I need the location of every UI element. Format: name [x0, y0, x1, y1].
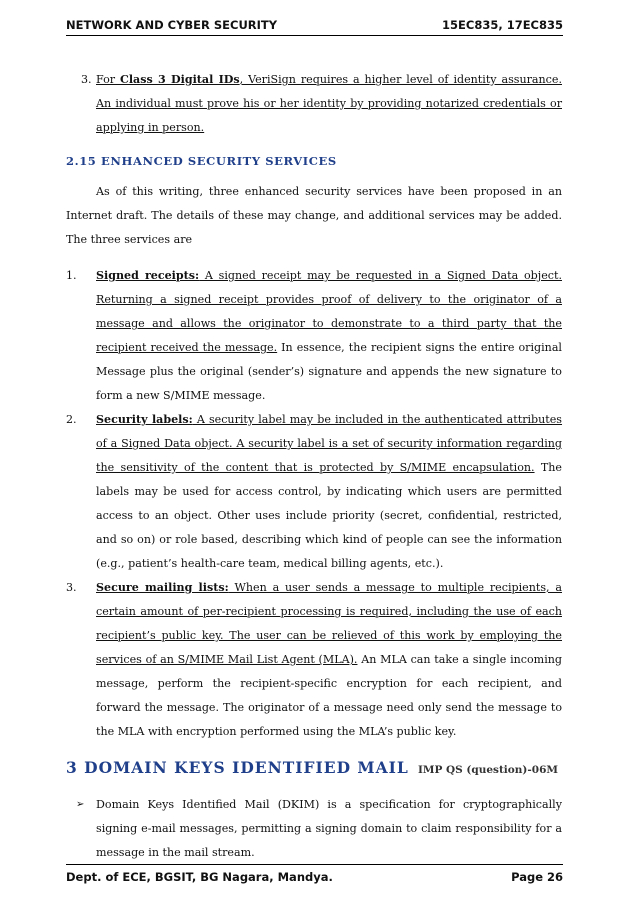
- list-number: 3.: [66, 581, 77, 594]
- page-content: [66, 68, 562, 865]
- page-footer: [66, 864, 563, 886]
- item-text: , VeriSign requires a higher level of identity assurance. An individual must prove his or her identity by providing notarized credentials or applying in person.: [96, 73, 562, 134]
- list-number: 1.: [66, 269, 77, 282]
- item-title: Security labels:: [96, 413, 193, 426]
- item-lead: For: [96, 73, 121, 86]
- item-title: Secure mailing lists:: [96, 581, 229, 594]
- page-header: [66, 12, 563, 36]
- item-bold-term: Class 3 Digital IDs: [120, 73, 240, 86]
- list-item-security-labels: [66, 408, 562, 576]
- item-text: An MLA can take a single incoming message, perform the recipient-specific encryption for each recipient, and forward the message. The originator of a message need only send the message to the MLA with encryption performed using the MLA’s public key.: [96, 653, 563, 738]
- section-heading-3: [66, 758, 562, 777]
- item-underlined-text: A security label may be included in the authenticated attributes of a Signed Data object. A security label is a set of security information regarding the sensitivity of the content that is protected by S/MIME encapsulation.: [96, 413, 563, 474]
- item-title: Signed receipts:: [96, 269, 200, 282]
- item-text: The labels may be used for access control, by indicating which users are permitted access to an object. Other uses include priority (secret, confidential, restricted, and so on) or role based, describing which kind of people can see the information (e.g., patient’s health-care team, medical billing agents, etc.).: [96, 461, 562, 570]
- footer-department: Dept. of ECE, BGSIT, BG Nagara, Mandya.: [66, 870, 333, 884]
- list-number: 3.: [81, 73, 92, 86]
- footer-page-number: Page 26: [511, 870, 563, 884]
- header-course-code: 15EC835, 17EC835: [442, 18, 563, 32]
- list-item-secure-mailing-lists: [66, 576, 562, 744]
- important-question-note: IMP QS (question)-06M: [417, 764, 558, 776]
- list-item-signed-receipts: [66, 264, 562, 408]
- enhanced-services-list: [66, 264, 562, 744]
- bullet-text: Domain Keys Identified Mail (DKIM) is a specification for cryptographically signing e-mail messages, permitting a signing domain to claim responsibility for a message in the mail stream.: [96, 798, 562, 859]
- item-underlined-text: A signed receipt may be requested in a Signed Data object. Returning a signed receipt provides proof of delivery to the originator of a message and allows the originator to demonstrate to a third party that the recipient received the message.: [96, 269, 562, 354]
- list-item-class3: [66, 68, 562, 140]
- header-course-title: NETWORK AND CYBER SECURITY: [66, 18, 278, 32]
- bullet-item-dkim: [66, 793, 562, 865]
- arrow-bullet-icon: ➢: [76, 799, 85, 810]
- item-text: In essence, the recipient signs the entire original Message plus the original (sender’s) signature and appends the new signature to form a new S/MIME message.: [96, 341, 562, 402]
- section-heading-2-15: 2.15 ENHANCED SECURITY SERVICES: [66, 154, 337, 168]
- section-title: 3 DOMAIN KEYS IDENTIFIED MAIL: [66, 758, 409, 777]
- list-number: 2.: [66, 413, 77, 426]
- item-underlined-text: When a user sends a message to multiple recipients, a certain amount of per-recipient processing is required, including the use of each recipient’s public key. The user can be relieved of this work by employing the services of an S/MIME Mail List Agent (MLA).: [96, 581, 562, 666]
- section-intro-paragraph: As of this writing, three enhanced security services have been proposed in an Internet draft. The details of these may change, and additional services may be added. The three services are: [66, 185, 562, 246]
